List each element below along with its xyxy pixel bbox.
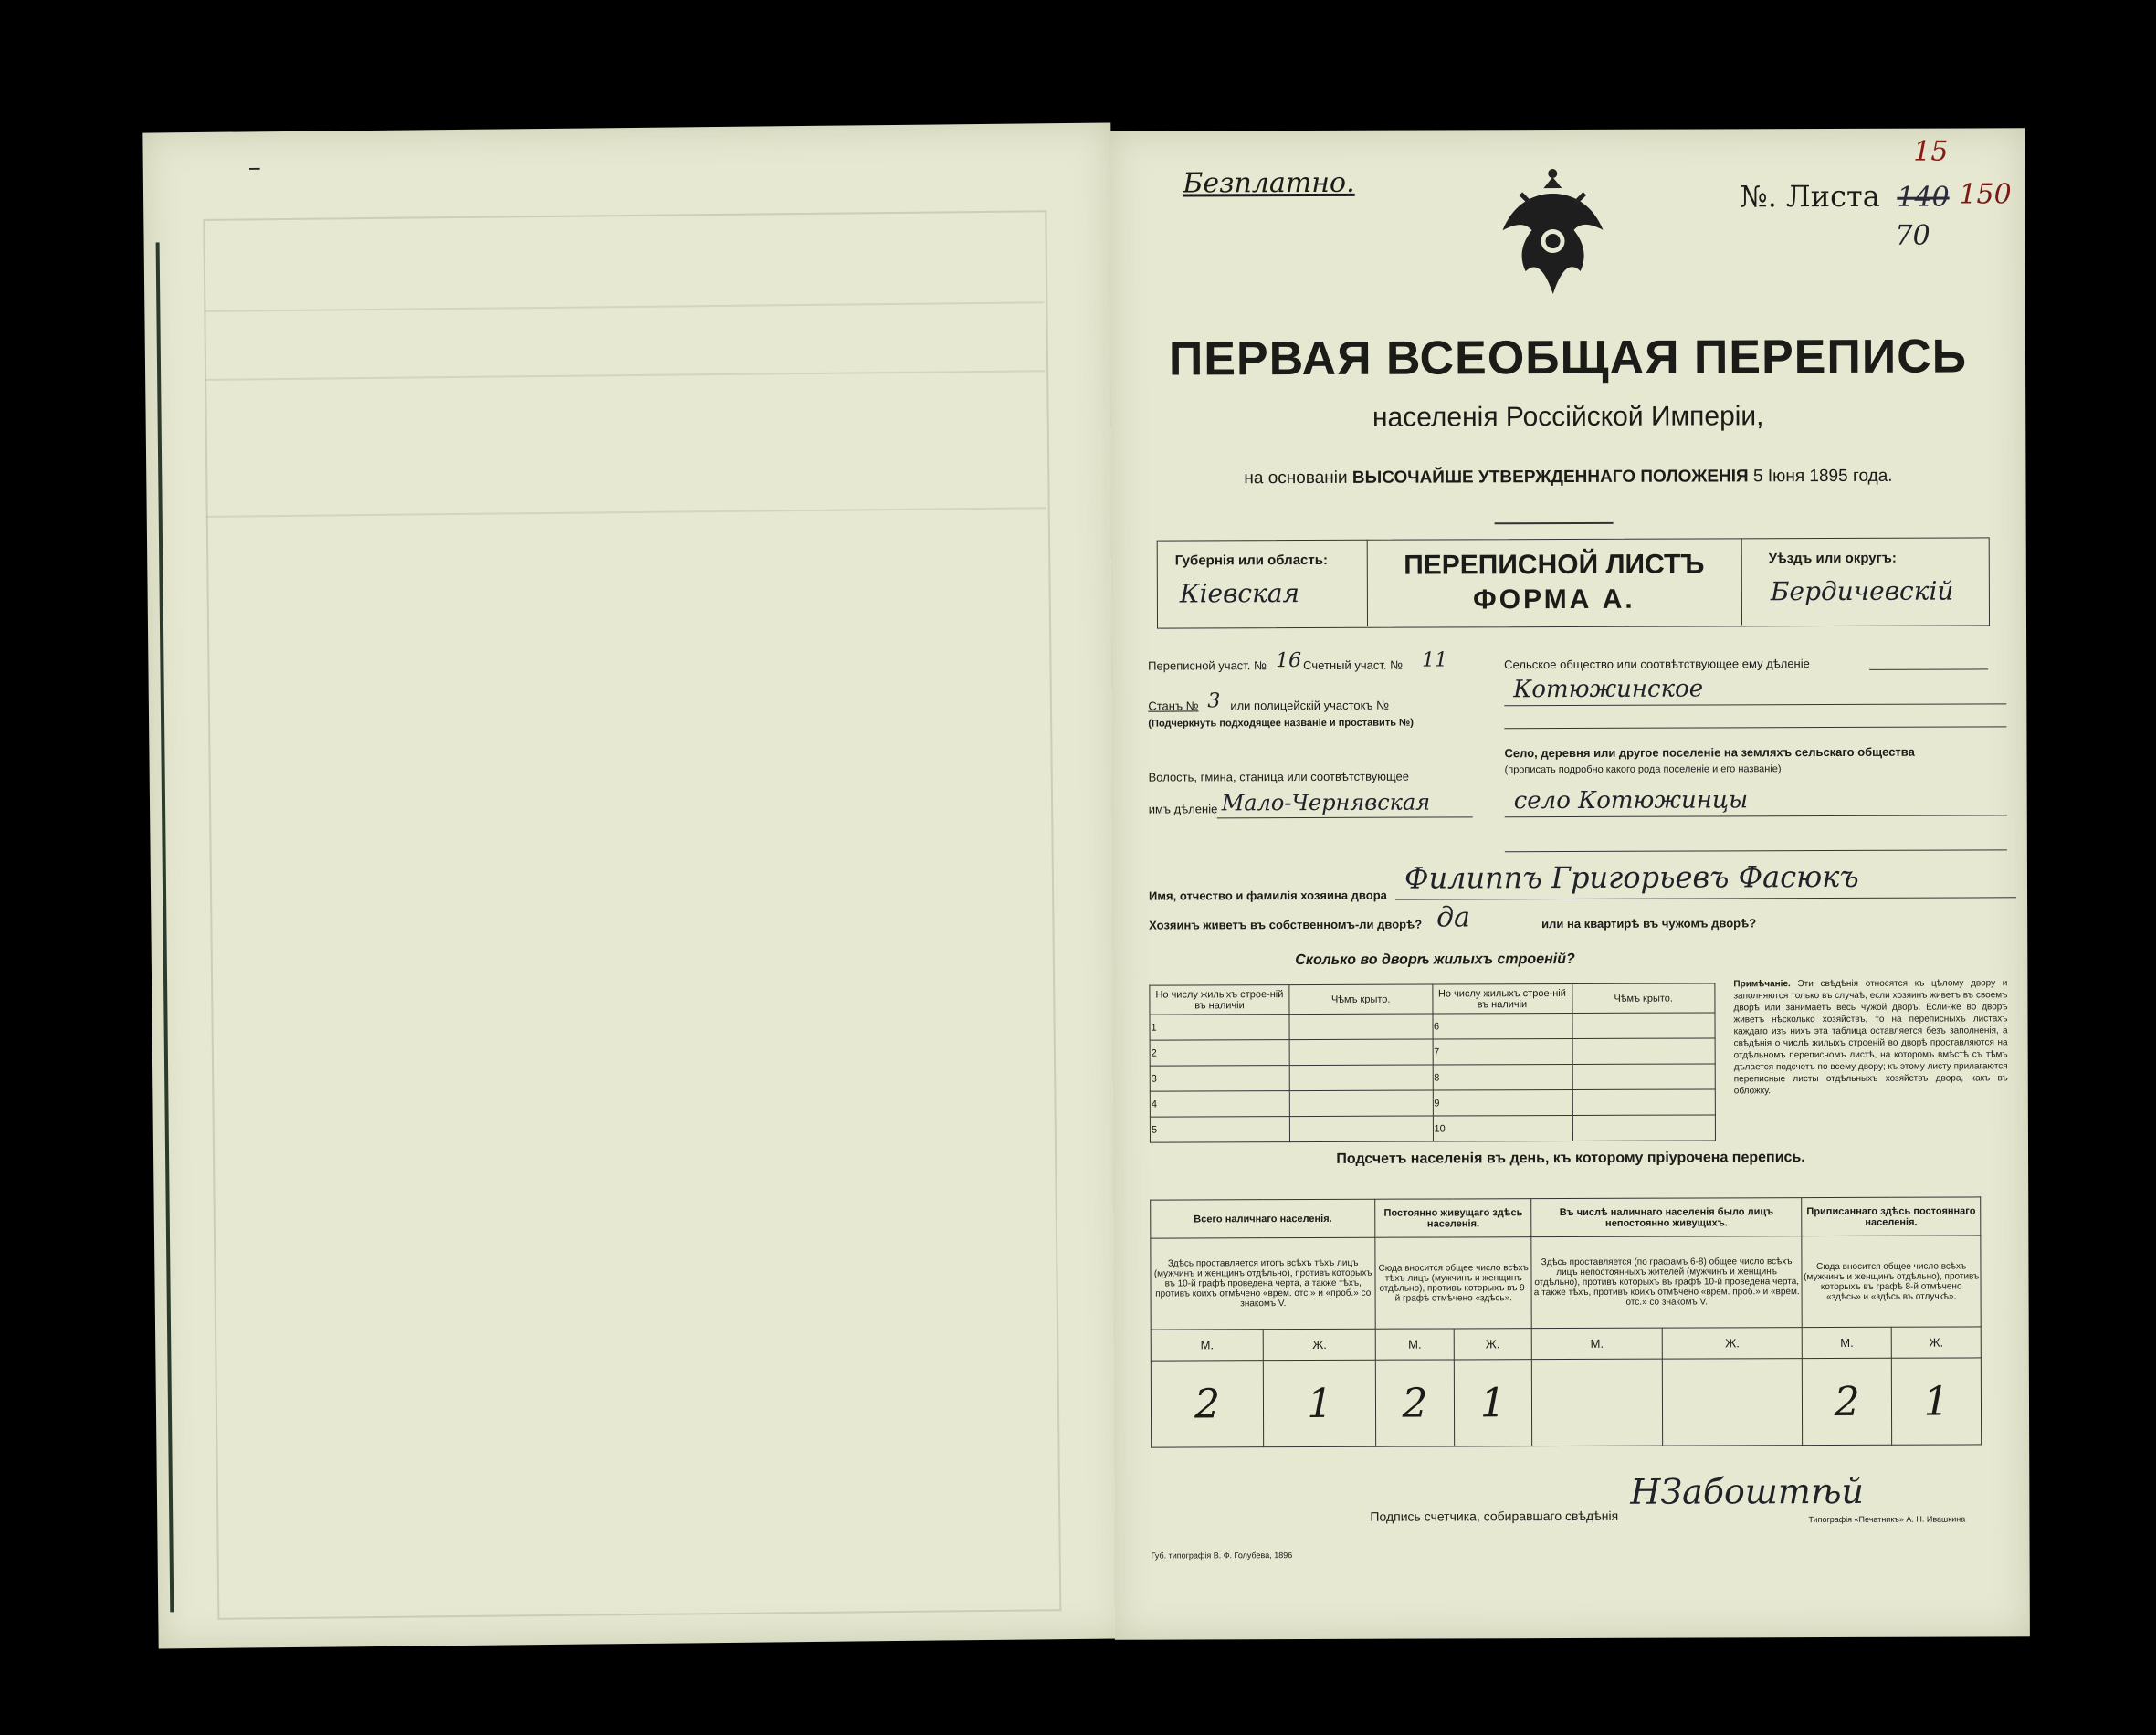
building-row-num: 2	[1150, 1040, 1289, 1067]
left-page	[142, 122, 1126, 1648]
building-row-num: 9	[1433, 1089, 1572, 1116]
tally-title: Подсчетъ населенія въ день, къ которому пріурочена перепись.	[1336, 1150, 1805, 1167]
volost-value: Мало-Чернявская	[1221, 789, 1431, 816]
tally-m-value: 2	[1376, 1360, 1455, 1446]
stan-value: 3	[1207, 689, 1221, 713]
building-row-num: 8	[1433, 1064, 1572, 1090]
buildings-col-what-2: Чѣмъ крыто.	[1572, 983, 1715, 1014]
tally-f-label: Ж.	[1663, 1328, 1803, 1360]
society-label: Сельское общество или соотвѣтствующее ему дѣленіе	[1504, 657, 1810, 672]
buildings-question: Сколько во дворѣ жилыхъ строеній?	[1295, 951, 1575, 969]
tally-group-desc: Сюда вносится общее число всѣхъ (мужчинъ и женщинъ отдѣльно), противъ которыхъ въ графѣ 8-й отмѣчено «здѣсь» и «здѣсь въ отлучкѣ».	[1802, 1236, 1981, 1328]
census-title: ПЕРВАЯ ВСЕОБЩАЯ ПЕРЕПИСЬ	[1168, 330, 1968, 386]
volost-label-1: Волость, гмина, станица или соотвѣтствующее	[1148, 769, 1410, 784]
tally-f-label: Ж.	[1263, 1329, 1375, 1360]
note-block	[1733, 977, 2007, 1097]
tally-m-label: М.	[1531, 1328, 1662, 1360]
police-label: или полицейскій участокъ №	[1230, 698, 1390, 713]
tally-m-value	[1531, 1359, 1663, 1446]
other-yard-label: или на квартирѣ въ чужомъ дворѣ?	[1541, 916, 1757, 931]
building-row-num: 7	[1433, 1038, 1572, 1065]
tally-m-value: 2	[1151, 1361, 1264, 1447]
village-value: село Котюжинцы	[1513, 786, 1749, 815]
province-value: Кіевская	[1179, 578, 1300, 609]
tally-group-heading: Въ числѣ наличнаго населенія было лицъ непостоянно живущихъ.	[1531, 1198, 1803, 1237]
ghost-form-frame	[203, 210, 1061, 1620]
ornament-divider	[1495, 522, 1614, 524]
tally-m-label: М.	[1803, 1327, 1892, 1358]
sheet-number-new: 150	[1959, 178, 2012, 211]
census-district-label: Переписной участ. №	[1148, 658, 1267, 673]
building-row-num: 6	[1432, 1013, 1572, 1039]
buildings-col-num: Но числу жилыхъ строе-ній въ наличіи	[1150, 985, 1289, 1015]
buildings-col-num-2: Но числу жилыхъ строе-ній въ наличіи	[1432, 983, 1572, 1014]
tally-table	[1150, 1196, 1982, 1447]
own-yard-label: Хозяинъ живетъ въ собственномъ-ли дворѣ?	[1149, 917, 1423, 932]
tally-group-desc: Сюда вносится общее число всѣхъ тѣхъ лицъ (мужчинъ и женщинъ отдѣльно), противъ которыхъ въ 9-й графѣ отмѣчено «здѣсь».	[1375, 1237, 1531, 1330]
building-row-num: 3	[1150, 1066, 1289, 1092]
free-label: Безплатно.	[1183, 166, 1355, 200]
owner-value: Филиппъ Григорьевъ Фасюкъ	[1404, 858, 1859, 896]
stan-hint: (Подчеркнуть подходящее названіе и проставить №)	[1148, 717, 1414, 730]
tally-m-label: М.	[1376, 1329, 1454, 1360]
note-text: Эти свѣдѣнія относятся къ цѣлому двору и заполняются только въ случаѣ, если хозяинъ живетъ въ своемъ дворѣ или занимаетъ весь чужой дворъ. Если-же во дворѣ живетъ нѣсколько хозяйствъ, то на переписныхъ листахъ каждаго изъ нихъ эта таблица оставляется безъ заполненія, а свѣдѣнія о числѣ жилыхъ строеній во дворѣ проставляются на отдѣльномъ переписномъ листѣ, на которомъ вмѣстѣ съ тѣмъ дѣлается подсчетъ по всему двору; къ этому листу прилагаются переписные листы отдѣльныхъ хозяйствъ двора, какъ въ обложку.	[1733, 978, 2008, 1097]
form-title: ПЕРЕПИСНОЙ ЛИСТЪ	[1404, 549, 1705, 581]
sheet-number-crossed: 140	[1897, 181, 1950, 214]
tally-f-value: 1	[1454, 1360, 1532, 1446]
tally-m-label: М.	[1151, 1330, 1263, 1361]
sheet-number-top: 15	[1913, 135, 1949, 168]
basis-date: 5 Іюня 1895 года.	[1752, 466, 1893, 487]
tally-group-heading: Постоянно живущаго здѣсь населенія.	[1375, 1199, 1531, 1238]
ink-mark: –	[247, 152, 261, 183]
tally-f-value: 1	[1264, 1360, 1377, 1446]
census-basis	[1110, 466, 2025, 489]
tally-group-heading: Всего наличнаго населенія.	[1151, 1199, 1376, 1238]
building-row-num: 10	[1433, 1115, 1572, 1141]
tally-f-value: 1	[1891, 1358, 1981, 1445]
building-row-num: 5	[1150, 1117, 1289, 1143]
census-subtitle: населенія Россійской Имперіи,	[1372, 401, 1764, 433]
imperial-eagle-emblem	[1493, 166, 1613, 303]
village-label: Село, деревня или другое поселеніе на земляхъ сельскаго общества	[1504, 744, 1915, 761]
province-label: Губернія или область:	[1174, 552, 1328, 569]
counting-district-value: 11	[1422, 648, 1448, 672]
note-label: Примѣчаніе.	[1733, 979, 1791, 990]
tally-group-heading: Приписаннаго здѣсь постояннаго населенія.	[1802, 1197, 1981, 1236]
own-yard-value: да	[1436, 901, 1471, 934]
owner-label: Имя, отчество и фамилія хозяина двора	[1149, 888, 1387, 903]
buildings-col-what: Чѣмъ крыто.	[1289, 984, 1433, 1015]
counting-district-label: Счетный участ. №	[1303, 657, 1404, 673]
tally-group-desc: Здѣсь проставляется итогъ всѣхъ тѣхъ лицъ (мужчинъ и женщинъ отдѣльно), противъ которыхъ въ 10-й графѣ проведена черта, а также тѣхъ, противъ коихъ отмѣчено «врем. отс.» и «проб.» со знакомъ V.	[1151, 1237, 1376, 1330]
district-value: Бердичевскій	[1770, 575, 1954, 607]
sheet-number-label: №. Листа	[1740, 178, 1880, 215]
building-row-num: 1	[1150, 1015, 1289, 1041]
basis-main: ВЫСОЧАЙШЕ УТВЕРЖДЕННАГО ПОЛОЖЕНІЯ	[1351, 467, 1749, 488]
basis-prefix: на основаніи	[1244, 468, 1348, 489]
tally-group-desc: Здѣсь проставляется (по графамъ 6-8) общее число всѣхъ лицъ непостоянныхъ жителей (мужчинъ и женщинъ отдѣльно), противъ которыхъ въ графѣ 10-й проведена черта, а также тѣхъ, противъ коихъ отмѣчено «врем. проб.» и «врем. отс.» со знакомъ V.	[1531, 1236, 1803, 1329]
binding-edge	[156, 242, 174, 1612]
tally-f-label: Ж.	[1891, 1327, 1981, 1358]
stan-label: Станъ №	[1148, 699, 1199, 713]
society-value: Котюжинское	[1513, 675, 1704, 704]
form-letter: ФОРМА А.	[1473, 584, 1635, 615]
building-row-num: 4	[1150, 1091, 1289, 1118]
census-form-page	[1110, 128, 2030, 1639]
tally-f-value	[1663, 1359, 1803, 1446]
signature-value: НЗабоштѣй	[1630, 1470, 1864, 1512]
volost-label-2: имъ дѣленіе	[1148, 802, 1218, 816]
buildings-table	[1149, 983, 1716, 1142]
census-district-value: 16	[1276, 649, 1302, 673]
district-label: Уѣздъ или округъ:	[1768, 550, 1897, 567]
village-hint: (прописать подробно какого рода поселеніе и его названіе)	[1504, 763, 1782, 776]
tally-f-label: Ж.	[1454, 1329, 1531, 1360]
print-right: Типографія «Печатникъ» А. Н. Ивашкина	[1808, 1514, 1966, 1525]
print-left: Губ. типографія В. Ф. Голубева, 1896	[1151, 1551, 1293, 1561]
signature-label: Подпись счетчика, собиравшаго свѣдѣнія	[1370, 1508, 1619, 1524]
tally-m-value: 2	[1803, 1358, 1892, 1445]
sheet-number-sub: 70	[1895, 219, 1930, 252]
